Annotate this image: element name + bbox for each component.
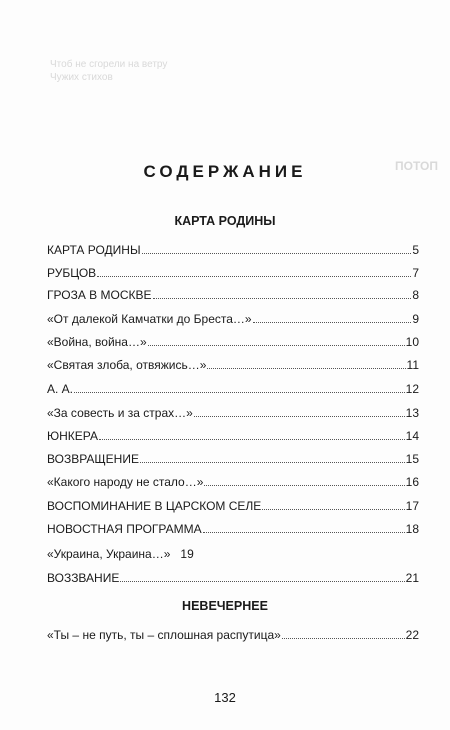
dot-leader — [148, 345, 405, 346]
dot-leader — [204, 485, 404, 486]
toc-entry-page: 17 — [405, 499, 419, 513]
dot-leader — [253, 322, 412, 323]
dot-leader — [207, 368, 405, 369]
toc-entry[interactable] — [47, 626, 419, 642]
toc-entry[interactable] — [47, 356, 419, 372]
toc-entry[interactable] — [47, 450, 419, 466]
toc-entry-title: ВОЗВРАЩЕНИЕ — [47, 452, 139, 466]
dot-leader — [203, 532, 405, 533]
toc-entry-page: 13 — [405, 406, 419, 420]
toc-entry-page: 10 — [405, 335, 419, 349]
section-heading: НЕВЕЧЕРНЕЕ — [182, 599, 268, 613]
toc-entry[interactable] — [47, 427, 419, 443]
toc-entry-page: 18 — [405, 522, 419, 536]
toc-entry-page: 8 — [412, 288, 419, 302]
toc-entry-page: 22 — [405, 628, 419, 642]
bleed-through-line: Чтоб не сгорели на ветру — [50, 59, 168, 70]
toc-entry-title: ГРОЗА В МОСКВЕ — [47, 288, 152, 302]
toc-entry[interactable] — [47, 545, 419, 561]
toc-entry-page: 5 — [412, 243, 419, 257]
toc-entry-title: «Святая злоба, отвяжись…» — [47, 358, 207, 372]
toc-entry-page: 9 — [412, 312, 419, 326]
dot-leader — [262, 509, 404, 510]
bleed-through-heading: ПОТОП — [395, 159, 438, 173]
toc-entry-page: 15 — [405, 452, 419, 466]
toc-entry[interactable] — [47, 569, 419, 585]
dot-leader — [99, 439, 405, 440]
toc-entry-title: «Какого народу не стало…» — [47, 475, 204, 489]
toc-entry-page: 14 — [405, 429, 419, 443]
toc-entry[interactable] — [47, 520, 419, 536]
dot-leader — [97, 276, 411, 277]
toc-entry-page: 7 — [412, 266, 419, 280]
toc-entry[interactable] — [47, 333, 419, 349]
toc-entry[interactable] — [47, 473, 419, 489]
toc-entry-title: А. А. — [47, 382, 74, 396]
toc-entry-title: РУБЦОВ — [47, 266, 97, 280]
toc-entry-title: «От далекой Камчатки до Бреста…» — [47, 312, 252, 326]
toc-entry-title: ВОСПОМИНАНИЕ В ЦАРСКОМ СЕЛЕ — [47, 499, 262, 513]
toc-entry-title: «За совесть и за страх…» — [47, 406, 193, 420]
toc-entry-title: «Ты – не путь, ты – сплошная распутица» — [47, 628, 281, 642]
dot-leader — [74, 392, 405, 393]
toc-entry-page: 21 — [405, 571, 419, 585]
dot-leader — [153, 298, 412, 299]
toc-entry-title: «Украина, Украина…» — [47, 547, 171, 561]
dot-leader — [142, 253, 412, 254]
section-heading: КАРТА РОДИНЫ — [174, 214, 276, 228]
toc-entry[interactable] — [47, 310, 419, 326]
toc-entry-title: «Война, война…» — [47, 335, 147, 349]
page-title: СОДЕРЖАНИЕ — [143, 162, 307, 181]
dot-leader — [140, 462, 405, 463]
toc-entry-title: ЮНКЕРА — [47, 429, 98, 443]
toc-entry-page: 16 — [405, 475, 419, 489]
toc-entry-title: ВОЗЗВАНИЕ — [47, 571, 120, 585]
dot-leader — [120, 581, 404, 582]
toc-entry-title: КАРТА РОДИНЫ — [47, 243, 141, 257]
page-number: 132 — [214, 690, 236, 705]
toc-entry-title: НОВОСТНАЯ ПРОГРАММА — [47, 522, 202, 536]
toc-entry-page: 11 — [406, 358, 419, 372]
toc-entry[interactable] — [47, 264, 419, 280]
toc-entry[interactable] — [47, 286, 419, 302]
bleed-through-line: Чужих стихов — [50, 72, 113, 83]
toc-entry-page: 12 — [405, 382, 419, 396]
dot-leader — [282, 638, 405, 639]
toc-entry[interactable] — [47, 380, 419, 396]
toc-entry[interactable] — [47, 404, 419, 420]
toc-entry[interactable] — [47, 497, 419, 513]
toc-entry-page: 19 — [180, 547, 194, 561]
bleed-through-top — [50, 58, 290, 84]
dot-leader — [194, 416, 405, 417]
toc-entry[interactable] — [47, 241, 419, 257]
